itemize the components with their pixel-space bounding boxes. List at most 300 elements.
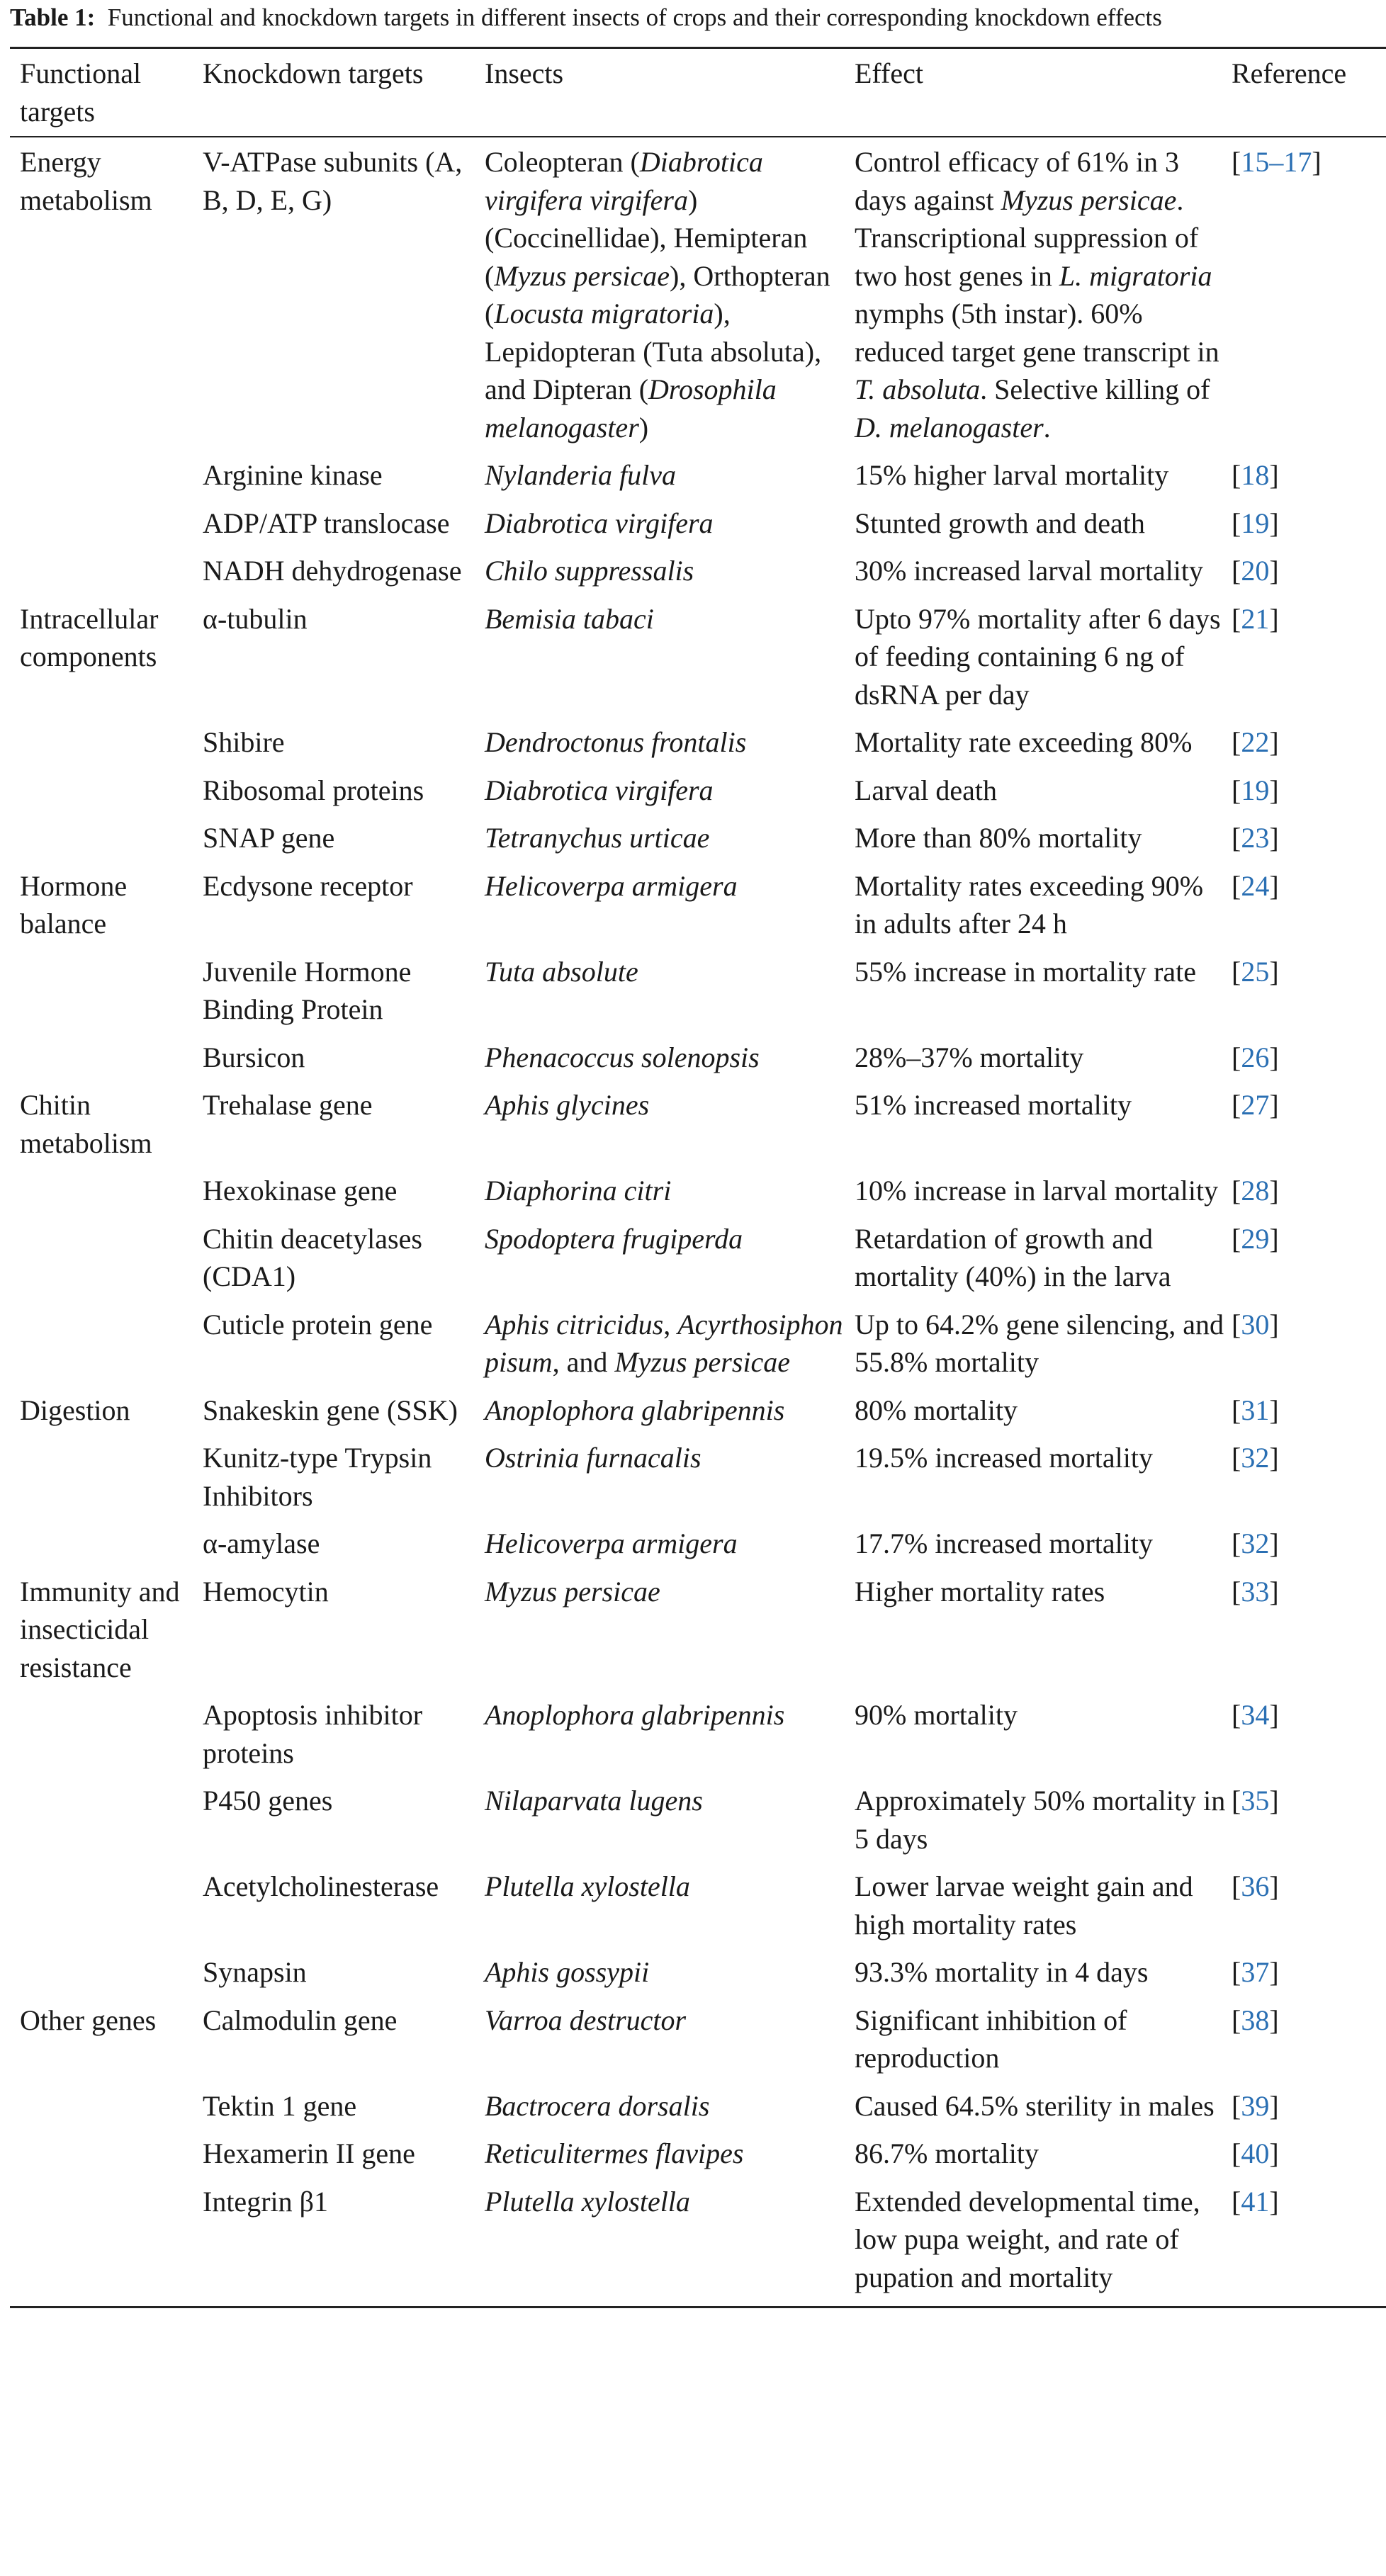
bracket-open: [ — [1232, 1699, 1241, 1731]
bracket-open: [ — [1232, 726, 1241, 758]
text-segment: Coleopteran ( — [485, 146, 640, 178]
cell-insects — [485, 2001, 855, 2087]
cell-functional-target — [10, 504, 203, 553]
header-insects: Insects — [485, 48, 855, 137]
reference-link[interactable]: 26 — [1241, 1041, 1270, 1073]
bracket-close: ] — [1269, 1041, 1279, 1073]
cell-reference — [1232, 2001, 1386, 2087]
cell-knockdown-target: Integrin β1 — [203, 2185, 328, 2218]
bracket-open: [ — [1232, 459, 1241, 491]
text-segment: 86.7% mortality — [855, 2137, 1039, 2169]
table-row — [10, 2135, 1386, 2183]
text-segment: More than 80% mortality — [855, 822, 1142, 854]
text-segment: 90% mortality — [855, 1699, 1018, 1731]
reference-link[interactable]: 33 — [1241, 1575, 1270, 1608]
cell-effect — [855, 819, 1232, 867]
cell-insects — [485, 723, 855, 772]
cell-insects — [485, 1696, 855, 1782]
species-name: Diaphorina citri — [485, 1175, 672, 1207]
cell-reference — [1232, 723, 1386, 772]
reference-link[interactable]: 22 — [1241, 726, 1270, 758]
cell-effect — [855, 137, 1232, 456]
table-row — [10, 137, 1386, 456]
text-segment: Mortality rate exceeding 80% — [855, 726, 1193, 758]
text-segment: ) (Coccinellidae), Hemipteran ( — [485, 183, 808, 292]
cell-reference — [1232, 552, 1386, 600]
cell-reference — [1232, 1172, 1386, 1220]
species-name: Bemisia tabaci — [485, 602, 654, 635]
species-name: Nilaparvata lugens — [485, 1785, 703, 1817]
species-name: Tuta absolute — [485, 955, 638, 988]
bracket-close: ] — [1269, 1394, 1279, 1426]
text-segment: ) — [638, 411, 649, 444]
cell-insects — [485, 1868, 855, 1953]
bracket-close: ] — [1269, 1089, 1279, 1121]
cell-functional-target — [10, 1439, 203, 1525]
species-name: Spodoptera frugiperda — [485, 1222, 743, 1255]
cell-insects — [485, 1086, 855, 1172]
cell-reference — [1232, 1525, 1386, 1573]
cell-insects — [485, 456, 855, 504]
bracket-close: ] — [1269, 2089, 1279, 2122]
cell-effect — [855, 2183, 1232, 2307]
cell-effect — [855, 723, 1232, 772]
cell-effect — [855, 1953, 1232, 2001]
text-segment: 30% increased larval mortality — [855, 555, 1204, 587]
cell-insects — [485, 1306, 855, 1391]
cell-functional-target — [10, 1039, 203, 1087]
cell-functional-target — [10, 2183, 203, 2307]
reference-link[interactable]: 31 — [1241, 1394, 1270, 1426]
table-caption — [10, 0, 1379, 47]
cell-functional-target — [10, 1782, 203, 1868]
bracket-close: ] — [1269, 1308, 1279, 1340]
data-table — [10, 47, 1386, 2308]
cell-reference — [1232, 2087, 1386, 2135]
bracket-close: ] — [1269, 1527, 1279, 1559]
cell-functional-target — [10, 723, 203, 772]
bracket-close: ] — [1269, 1222, 1279, 1255]
species-name: Varroa destructor — [485, 2004, 687, 2036]
text-segment: 28%–37% mortality — [855, 1041, 1084, 1073]
species-name: Helicoverpa armigera — [485, 1527, 738, 1559]
species-name: Nylanderia fulva — [485, 459, 676, 491]
cell-functional-target — [10, 1868, 203, 1953]
cell-functional-target — [10, 1953, 203, 2001]
cell-effect — [855, 1782, 1232, 1868]
cell-knockdown-target: SNAP gene — [203, 822, 335, 854]
bracket-open: [ — [1232, 555, 1241, 587]
cell-reference — [1232, 953, 1386, 1039]
table-row — [10, 1868, 1386, 1953]
table-row — [10, 2183, 1386, 2307]
cell-functional-target — [10, 552, 203, 600]
cell-effect — [855, 1525, 1232, 1573]
species-name: T. absoluta — [855, 373, 981, 405]
reference-link[interactable]: 34 — [1241, 1699, 1270, 1731]
text-segment: 19.5% increased mortality — [855, 1442, 1153, 1474]
species-name: Diabrotica virgifera — [485, 774, 714, 806]
table-row — [10, 1039, 1386, 1087]
cell-knockdown-target: Kunitz-type Trypsin Inhibitors — [203, 1442, 432, 1512]
reference-link[interactable]: 36 — [1241, 1870, 1270, 1902]
cell-reference — [1232, 1868, 1386, 1953]
cell-functional-target: Digestion — [20, 1394, 130, 1426]
cell-reference — [1232, 1039, 1386, 1087]
table-row — [10, 953, 1386, 1039]
table-caption-label: Table 1: — [10, 4, 96, 31]
cell-reference — [1232, 1439, 1386, 1525]
cell-reference — [1232, 1086, 1386, 1172]
reference-link[interactable]: 21 — [1241, 602, 1270, 635]
species-name: Phenacoccus solenopsis — [485, 1041, 760, 1073]
table-row — [10, 1525, 1386, 1573]
species-name: Bactrocera dorsalis — [485, 2089, 710, 2122]
species-name: Anoplophora glabripennis — [485, 1699, 785, 1731]
cell-effect — [855, 456, 1232, 504]
cell-reference — [1232, 600, 1386, 724]
cell-knockdown-target: Acetylcholinesterase — [203, 1870, 439, 1902]
bracket-close: ] — [1269, 1575, 1279, 1608]
text-segment: Stunted growth and death — [855, 507, 1145, 539]
cell-knockdown-target: α-tubulin — [203, 602, 308, 635]
table-row — [10, 504, 1386, 553]
cell-reference — [1232, 772, 1386, 820]
cell-insects — [485, 1172, 855, 1220]
cell-functional-target: Immunity and insecticidal resistance — [20, 1575, 180, 1683]
cell-knockdown-target: Apoptosis inhibitor proteins — [203, 1699, 423, 1769]
reference-link[interactable]: 25 — [1241, 955, 1270, 988]
cell-reference — [1232, 1306, 1386, 1391]
text-segment: ), Lepidopteran (Tuta absoluta), and Dipteran ( — [485, 298, 822, 405]
cell-knockdown-target: Calmodulin gene — [203, 2004, 398, 2036]
text-segment: Significant inhibition of reproduction — [855, 2004, 1127, 2074]
cell-insects — [485, 137, 855, 456]
text-segment: nymphs (5th instar). 60% reduced target gene transcript in — [855, 298, 1219, 368]
text-segment: Mortality rates exceeding 90% in adults after 24 h — [855, 869, 1204, 939]
bracket-close: ] — [1269, 555, 1279, 587]
cell-functional-target — [10, 819, 203, 867]
species-name: Myzus persicae — [1001, 183, 1177, 216]
cell-insects — [485, 552, 855, 600]
species-name: Diabrotica virgifera virgifera — [485, 146, 763, 216]
text-segment: ), Orthopteran ( — [485, 259, 830, 329]
species-name: Chilo suppressalis — [485, 555, 694, 587]
bracket-close: ] — [1269, 1442, 1279, 1474]
cell-reference — [1232, 1391, 1386, 1440]
bracket-close: ] — [1269, 507, 1279, 539]
table-row — [10, 2001, 1386, 2087]
table-caption-text: Functional and knockdown targets in different insects of crops and their corresponding knockdown effects — [107, 4, 1162, 31]
cell-effect — [855, 2087, 1232, 2135]
cell-reference — [1232, 867, 1386, 953]
reference-link[interactable]: 27 — [1241, 1089, 1270, 1121]
reference-link[interactable]: 35 — [1241, 1785, 1270, 1817]
table-row — [10, 1086, 1386, 1172]
cell-reference — [1232, 1953, 1386, 2001]
bracket-close: ] — [1269, 602, 1279, 635]
text-segment: . Selective killing of — [980, 373, 1210, 405]
reference-link[interactable]: 38 — [1241, 2004, 1270, 2036]
reference-link[interactable]: 19 — [1241, 507, 1270, 539]
bracket-open: [ — [1232, 2004, 1241, 2036]
text-segment: , — [663, 1308, 678, 1340]
cell-functional-target: Intracellular components — [20, 602, 159, 672]
table-row — [10, 552, 1386, 600]
text-segment: 55% increase in mortality rate — [855, 955, 1197, 988]
text-segment: . — [1043, 411, 1051, 444]
cell-functional-target: Other genes — [20, 2004, 157, 2036]
table-row — [10, 1439, 1386, 1525]
bracket-close: ] — [1312, 146, 1322, 178]
reference-link[interactable]: 28 — [1241, 1175, 1270, 1207]
cell-insects — [485, 772, 855, 820]
header-effect: Effect — [855, 48, 1232, 137]
bracket-close: ] — [1269, 2004, 1279, 2036]
species-name: Plutella xylostella — [485, 2185, 690, 2218]
bracket-close: ] — [1269, 869, 1279, 902]
text-segment: 17.7% increased mortality — [855, 1527, 1153, 1559]
bracket-open: [ — [1232, 1041, 1241, 1073]
cell-knockdown-target: Ribosomal proteins — [203, 774, 424, 806]
cell-insects — [485, 1525, 855, 1573]
reference-link[interactable]: 15–17 — [1241, 146, 1312, 178]
bracket-open: [ — [1232, 602, 1241, 635]
cell-knockdown-target: V-ATPase subunits (A, B, D, E, G) — [203, 146, 463, 216]
reference-link[interactable]: 39 — [1241, 2089, 1270, 2122]
bracket-open: [ — [1232, 1089, 1241, 1121]
cell-knockdown-target: Tektin 1 gene — [203, 2089, 357, 2122]
species-name: Myzus persicae — [614, 1346, 791, 1378]
bracket-close: ] — [1269, 2137, 1279, 2169]
cell-effect — [855, 1696, 1232, 1782]
text-segment: Retardation of growth and mortality (40%) in the larva — [855, 1222, 1171, 1292]
table-row — [10, 1782, 1386, 1868]
text-segment: Caused 64.5% sterility in males — [855, 2089, 1215, 2122]
table-row — [10, 1220, 1386, 1306]
bracket-open: [ — [1232, 1175, 1241, 1207]
cell-knockdown-target: Synapsin — [203, 1956, 307, 1988]
bracket-open: [ — [1232, 1785, 1241, 1817]
cell-knockdown-target: Hemocytin — [203, 1575, 329, 1608]
table-row — [10, 1573, 1386, 1697]
reference-link[interactable]: 37 — [1241, 1956, 1270, 1988]
reference-link[interactable]: 40 — [1241, 2137, 1270, 2169]
reference-link[interactable]: 24 — [1241, 869, 1270, 902]
cell-knockdown-target: α-amylase — [203, 1527, 320, 1559]
cell-effect — [855, 1086, 1232, 1172]
text-segment: Higher mortality rates — [855, 1575, 1105, 1608]
cell-reference — [1232, 1573, 1386, 1697]
reference-link[interactable]: 19 — [1241, 774, 1270, 806]
cell-knockdown-target: P450 genes — [203, 1785, 333, 1817]
bracket-close: ] — [1269, 955, 1279, 988]
cell-insects — [485, 1953, 855, 2001]
species-name: Myzus persicae — [494, 259, 670, 292]
reference-link[interactable]: 20 — [1241, 555, 1270, 587]
cell-effect — [855, 600, 1232, 724]
cell-effect — [855, 2135, 1232, 2183]
bracket-close: ] — [1269, 1175, 1279, 1207]
bracket-open: [ — [1232, 869, 1241, 902]
table-row — [10, 1696, 1386, 1782]
cell-functional-target — [10, 2087, 203, 2135]
table-row — [10, 819, 1386, 867]
cell-functional-target: Hormone balance — [20, 869, 128, 939]
species-name: Acyrthosiphon pisum — [485, 1308, 843, 1378]
bracket-close: ] — [1269, 822, 1279, 854]
cell-insects — [485, 1782, 855, 1868]
bracket-close: ] — [1269, 774, 1279, 806]
cell-knockdown-target: Cuticle protein gene — [203, 1308, 433, 1340]
cell-effect — [855, 1573, 1232, 1697]
cell-effect — [855, 552, 1232, 600]
reference-link[interactable]: 41 — [1241, 2185, 1270, 2218]
species-name: Aphis glycines — [485, 1089, 650, 1121]
cell-insects — [485, 2135, 855, 2183]
cell-functional-target — [10, 1696, 203, 1782]
cell-insects — [485, 1573, 855, 1697]
cell-effect — [855, 867, 1232, 953]
cell-effect — [855, 2001, 1232, 2087]
cell-knockdown-target: ADP/ATP translocase — [203, 507, 450, 539]
species-name: D. melanogaster — [855, 411, 1044, 444]
bracket-open: [ — [1232, 774, 1241, 806]
cell-effect — [855, 953, 1232, 1039]
species-name: Ostrinia furnacalis — [485, 1442, 702, 1474]
cell-functional-target: Chitin metabolism — [20, 1089, 152, 1159]
table-row — [10, 867, 1386, 953]
text-segment: . Transcriptional suppression of two host genes in — [855, 183, 1199, 292]
species-name: Helicoverpa armigera — [485, 869, 738, 902]
bracket-open: [ — [1232, 1308, 1241, 1340]
cell-effect — [855, 1439, 1232, 1525]
table-row — [10, 1391, 1386, 1440]
header-knockdown-targets: Knockdown targets — [203, 48, 485, 137]
reference-link[interactable]: 32 — [1241, 1527, 1270, 1559]
bracket-open: [ — [1232, 2089, 1241, 2122]
text-segment: , and — [552, 1346, 615, 1378]
text-segment: 80% mortality — [855, 1394, 1018, 1426]
cell-reference — [1232, 1696, 1386, 1782]
cell-knockdown-target: NADH dehydrogenase — [203, 555, 462, 587]
text-segment: 10% increase in larval mortality — [855, 1175, 1219, 1207]
bracket-open: [ — [1232, 1575, 1241, 1608]
cell-knockdown-target: Shibire — [203, 726, 285, 758]
species-name: Reticulitermes flavipes — [485, 2137, 744, 2169]
text-segment: 51% increased mortality — [855, 1089, 1132, 1121]
bracket-open: [ — [1232, 955, 1241, 988]
bracket-close: ] — [1269, 1870, 1279, 1902]
bracket-close: ] — [1269, 726, 1279, 758]
bracket-open: [ — [1232, 822, 1241, 854]
cell-reference — [1232, 819, 1386, 867]
table-row — [10, 772, 1386, 820]
bracket-open: [ — [1232, 2137, 1241, 2169]
cell-reference — [1232, 1782, 1386, 1868]
text-segment: Approximately 50% mortality in 5 days — [855, 1785, 1226, 1855]
cell-insects — [485, 504, 855, 553]
bracket-open: [ — [1232, 1222, 1241, 1255]
cell-effect — [855, 1172, 1232, 1220]
cell-reference — [1232, 137, 1386, 456]
cell-functional-target — [10, 1220, 203, 1306]
bracket-close: ] — [1269, 1699, 1279, 1731]
text-segment: Lower larvae weight gain and high mortality rates — [855, 1870, 1193, 1941]
species-name: Aphis citricidus — [485, 1308, 664, 1340]
bracket-open: [ — [1232, 2185, 1241, 2218]
cell-insects — [485, 2183, 855, 2307]
cell-reference — [1232, 504, 1386, 553]
cell-reference — [1232, 2135, 1386, 2183]
cell-knockdown-target: Juvenile Hormone Binding Protein — [203, 955, 412, 1025]
bracket-open: [ — [1232, 1870, 1241, 1902]
bracket-close: ] — [1269, 2185, 1279, 2218]
reference-link[interactable]: 23 — [1241, 822, 1270, 854]
table-row — [10, 1172, 1386, 1220]
table-row — [10, 723, 1386, 772]
cell-knockdown-target: Snakeskin gene (SSK) — [203, 1394, 458, 1426]
cell-knockdown-target: Hexamerin II gene — [203, 2137, 415, 2169]
bracket-open: [ — [1232, 1527, 1241, 1559]
cell-functional-target — [10, 772, 203, 820]
table-row — [10, 1953, 1386, 2001]
cell-insects — [485, 819, 855, 867]
cell-effect — [855, 1220, 1232, 1306]
cell-reference — [1232, 2183, 1386, 2307]
text-segment: Upto 97% mortality after 6 days of feeding containing 6 ng of dsRNA per day — [855, 602, 1221, 711]
bracket-open: [ — [1232, 146, 1241, 178]
text-segment: Up to 64.2% gene silencing, and 55.8% mortality — [855, 1308, 1224, 1378]
reference-link[interactable]: 29 — [1241, 1222, 1270, 1255]
cell-effect — [855, 1039, 1232, 1087]
text-segment: Control efficacy of 61% in 3 days against — [855, 146, 1180, 216]
cell-functional-target — [10, 1525, 203, 1573]
cell-effect — [855, 1868, 1232, 1953]
cell-knockdown-target: Bursicon — [203, 1041, 305, 1073]
reference-link[interactable]: 32 — [1241, 1442, 1270, 1474]
text-segment: 93.3% mortality in 4 days — [855, 1956, 1149, 1988]
cell-insects — [485, 2087, 855, 2135]
reference-link[interactable]: 18 — [1241, 459, 1270, 491]
cell-functional-target — [10, 2135, 203, 2183]
header-reference: Reference — [1232, 48, 1386, 137]
header-functional-targets: Functional targets — [10, 48, 203, 137]
cell-insects — [485, 867, 855, 953]
table-row — [10, 456, 1386, 504]
cell-functional-target — [10, 456, 203, 504]
cell-insects — [485, 1220, 855, 1306]
bracket-open: [ — [1232, 1442, 1241, 1474]
bracket-open: [ — [1232, 1956, 1241, 1988]
cell-functional-target: Energy metabolism — [20, 146, 152, 216]
bracket-close: ] — [1269, 1785, 1279, 1817]
bracket-close: ] — [1269, 1956, 1279, 1988]
cell-knockdown-target: Arginine kinase — [203, 459, 383, 491]
cell-insects — [485, 953, 855, 1039]
species-name: Myzus persicae — [485, 1575, 660, 1608]
cell-knockdown-target: Ecdysone receptor — [203, 869, 413, 902]
cell-insects — [485, 1039, 855, 1087]
species-name: Locusta migratoria — [494, 298, 714, 329]
cell-functional-target — [10, 953, 203, 1039]
cell-effect — [855, 1391, 1232, 1440]
cell-reference — [1232, 1220, 1386, 1306]
species-name: L. migratoria — [1059, 259, 1212, 292]
species-name: Diabrotica virgifera — [485, 507, 714, 539]
table-body — [10, 137, 1386, 2307]
reference-link[interactable]: 30 — [1241, 1308, 1270, 1340]
